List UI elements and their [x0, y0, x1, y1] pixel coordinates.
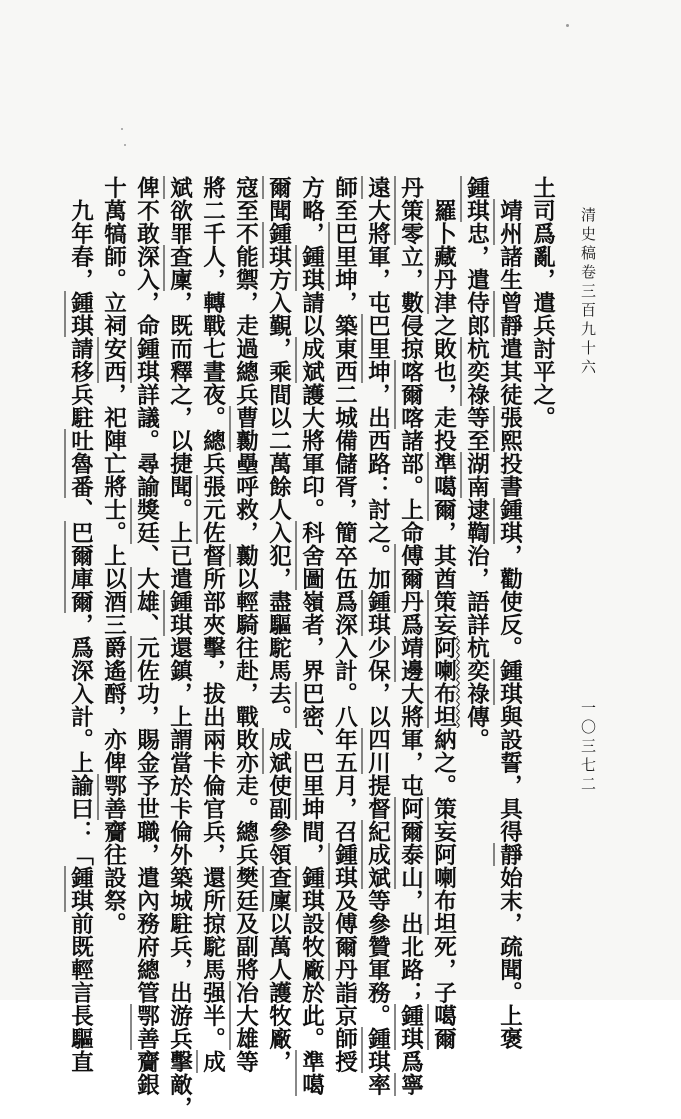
proper-name: 寧	[397, 1073, 424, 1096]
text-segment: 齎銀	[133, 1050, 160, 1096]
text-segment: 壘呼救，	[232, 452, 259, 544]
text-segment: 使副參領	[265, 774, 292, 866]
proper-name: 巴密	[298, 682, 325, 728]
proper-name: 巴里坤	[331, 222, 358, 291]
proper-name: 紀成斌	[364, 820, 391, 889]
text-segment: 請以	[298, 291, 325, 337]
text-segment: 、	[133, 544, 160, 567]
text-segment: 大將軍，屯	[364, 199, 391, 314]
text-segment: ，築東西二城備儲胥，簡卒伍爲深入計。八年五月，召	[331, 291, 358, 843]
text-segment: 爲	[397, 1050, 424, 1073]
text-segment: 投書	[496, 452, 523, 498]
text-segment: 聞	[265, 199, 292, 222]
text-column	[265, 176, 292, 1073]
proper-name: 鄂善	[133, 1004, 160, 1050]
text-segment: 詣京師授	[331, 981, 358, 1073]
print-speck	[124, 144, 126, 146]
proper-name: 傅爾丹	[397, 544, 424, 613]
text-segment: 爲	[397, 613, 424, 636]
text-column	[133, 176, 160, 1096]
text-segment: 忠，遣侍郎	[463, 222, 490, 337]
proper-name: 杭奕祿	[463, 337, 490, 406]
proper-name: 吐魯番	[67, 429, 94, 498]
proper-name: 鍾琪	[166, 590, 193, 636]
proper-name: 斌	[166, 176, 193, 199]
text-segment: ，其酋	[430, 521, 457, 590]
proper-name: 傅爾丹	[331, 912, 358, 981]
proper-name: 湖南	[463, 452, 490, 498]
text-segment: 寇至不能禦，走過總兵	[232, 176, 259, 406]
proper-name: 靜	[496, 843, 523, 866]
proper-name: 準噶爾	[430, 452, 457, 521]
proper-name: 鍾琪	[364, 590, 391, 636]
proper-name: 鍾琪	[265, 222, 292, 268]
text-column	[397, 176, 424, 1096]
text-segment: 少保，以	[364, 636, 391, 728]
proper-name: 獎廷	[133, 498, 160, 544]
text-segment: 納之。	[430, 728, 457, 797]
proper-name: 喀爾喀	[397, 360, 424, 429]
book-title: 清史稿卷三百九十六	[579, 207, 597, 378]
text-segment	[431, 176, 457, 199]
text-segment: 與設誓，具得	[496, 705, 523, 843]
text-segment: ，勸使反。	[496, 544, 523, 659]
text-segment: 方略，	[298, 176, 325, 245]
proper-name: 巴爾庫爾	[67, 521, 94, 613]
text-segment: 立，數侵掠	[397, 245, 424, 360]
text-segment: ，出北路；	[397, 889, 424, 1004]
proper-name: 爾	[265, 176, 292, 199]
proper-name: 成斌	[298, 337, 325, 383]
proper-name: 遠	[364, 176, 391, 199]
proper-name: 靖州	[496, 199, 523, 245]
proper-name: 鍾琪	[496, 659, 523, 705]
proper-name: 鍾琪	[298, 866, 325, 912]
text-column	[232, 176, 259, 1073]
text-column	[364, 176, 391, 1096]
proper-name: 策妄阿喇布坦	[430, 797, 457, 935]
text-segment: 九年春，	[67, 176, 94, 291]
text-segment: 死，子	[430, 935, 457, 1004]
text-segment: 遣其徒	[496, 337, 523, 406]
proper-name: 羅卜藏丹津	[430, 199, 457, 314]
proper-name: 安西	[100, 337, 127, 383]
text-segment: 以輕騎往赴，戰敗亦走。總兵	[232, 567, 259, 866]
text-segment: 率	[364, 1073, 391, 1096]
proper-name: 元佐	[133, 636, 160, 682]
text-segment: 欲罪	[166, 199, 193, 245]
text-segment: 諸部。上命	[397, 429, 424, 544]
text-segment: 諸生	[496, 245, 523, 291]
text-segment: 始末，疏聞。上褒	[496, 866, 523, 1050]
text-segment: 、	[133, 613, 160, 636]
text-segment	[497, 176, 523, 199]
proper-name: 巴里坤	[364, 314, 391, 383]
text-segment: 前既輕言長驅直	[67, 912, 94, 1073]
text-column	[496, 176, 523, 1050]
text-segment: 之敗也，走投	[430, 314, 457, 452]
text-segment: 方入覲，乘間以二萬餘人入犯，盡驅駝馬去。	[265, 268, 292, 728]
proper-name: 科舍圖	[298, 521, 325, 590]
page-number: 一〇三七二	[579, 700, 597, 795]
text-segment: 設牧廠於此。	[298, 912, 325, 1050]
text-column	[67, 176, 94, 1073]
text-segment: 逮鞫治，語詳	[463, 498, 490, 636]
text-column	[331, 176, 358, 1073]
text-segment: 大將軍，屯	[397, 682, 424, 797]
proper-name: 鄂善	[100, 774, 127, 820]
proper-name: 巴里坤	[298, 751, 325, 820]
proper-name: 成	[199, 1050, 226, 1073]
print-speck	[566, 24, 569, 27]
proper-name: 曹勷	[232, 406, 259, 452]
text-segment: 、	[298, 728, 325, 751]
text-segment: 等至	[463, 406, 490, 452]
proper-name: 阿爾泰山	[397, 797, 424, 889]
text-segment: 等	[232, 1050, 259, 1073]
text-column	[531, 176, 554, 976]
proper-name: 曾靜	[496, 291, 523, 337]
proper-name: 鍾琪	[133, 337, 160, 383]
text-segment: ，祀陣亡將士。上以酒三爵遙酹，亦俾	[100, 383, 127, 774]
text-column	[199, 176, 226, 1073]
proper-name: 鍾琪	[496, 498, 523, 544]
text-column	[430, 176, 457, 1050]
text-segment: 間，	[298, 820, 325, 866]
text-segment: 將二千人，轉戰七晝夜。總兵	[199, 176, 226, 475]
text-segment: ，既而釋之，以捷聞。上已遣	[166, 291, 193, 590]
proper-name: 張熙	[496, 406, 523, 452]
text-segment: 請移兵駐	[67, 337, 94, 429]
proper-name: 策妄阿喇布坦	[430, 590, 457, 728]
text-segment: 及副將	[232, 912, 259, 981]
text-segment: ，出西路：討之。加	[364, 383, 391, 590]
text-segment: 提督	[364, 774, 391, 820]
proper-name: 鍾琪	[67, 291, 94, 337]
text-segment: 嶺者，界	[298, 590, 325, 682]
text-segment: 俾不敢深入，命	[133, 176, 160, 337]
text-column	[102, 176, 125, 976]
proper-name: 鍾琪	[331, 843, 358, 889]
text-column	[298, 176, 325, 1096]
text-segment: 以萬人護牧廠，	[265, 912, 292, 1073]
text-segment: 齎往設祭。	[100, 820, 127, 935]
proper-name: 查廩	[166, 245, 193, 291]
proper-name: 樊廷	[232, 866, 259, 912]
text-segment: 師至	[331, 176, 358, 222]
text-segment: 、	[67, 498, 94, 521]
proper-name: 張元佐	[199, 475, 226, 544]
book-title-mark: 杭奕祿傳	[463, 636, 490, 728]
text-segment: 十萬犒師。立祠	[100, 176, 127, 337]
proper-name: 冶大雄	[232, 981, 259, 1050]
proper-name: 噶爾	[430, 1004, 457, 1050]
proper-name: 準噶	[298, 1050, 325, 1096]
proper-name: 鍾琪	[298, 245, 325, 291]
proper-name: 靖邊	[397, 636, 424, 682]
proper-name: 丹策零	[397, 176, 424, 245]
proper-name: 鍾琪	[364, 1027, 391, 1073]
text-segment: 功，賜金予世職，遣內務府總管	[133, 682, 160, 1004]
proper-name: 查廩	[265, 866, 292, 912]
proper-name: 鍾琪	[463, 176, 490, 222]
proper-name: 成斌	[265, 728, 292, 774]
text-segment: 護大將軍印。	[298, 383, 325, 521]
proper-name: 鍾琪	[67, 866, 94, 912]
text-segment: ，爲深入計。上諭曰：「	[67, 613, 94, 866]
text-segment: 土司爲亂，遣兵討平之。	[529, 176, 556, 429]
text-column	[465, 176, 488, 976]
proper-name: 大雄	[133, 567, 160, 613]
text-segment: 詳議。尋諭	[133, 383, 160, 498]
text-segment: 。	[463, 728, 490, 751]
proper-name: 四川	[364, 728, 391, 774]
text-segment: 及	[331, 889, 358, 912]
text-segment: 等參贊軍務。	[364, 889, 391, 1027]
text-column	[166, 176, 193, 1119]
text-segment: 督所部夾擊，拔出兩卡倫官兵，還所掠駝馬强半。	[199, 544, 226, 1050]
text-segment: 還鎮，上謂當於卡倫外築城駐兵，出游兵擊敵，	[166, 636, 193, 1119]
proper-name: 勷	[232, 544, 259, 567]
proper-name: 鍾琪	[397, 1004, 424, 1050]
print-speck	[121, 128, 123, 130]
